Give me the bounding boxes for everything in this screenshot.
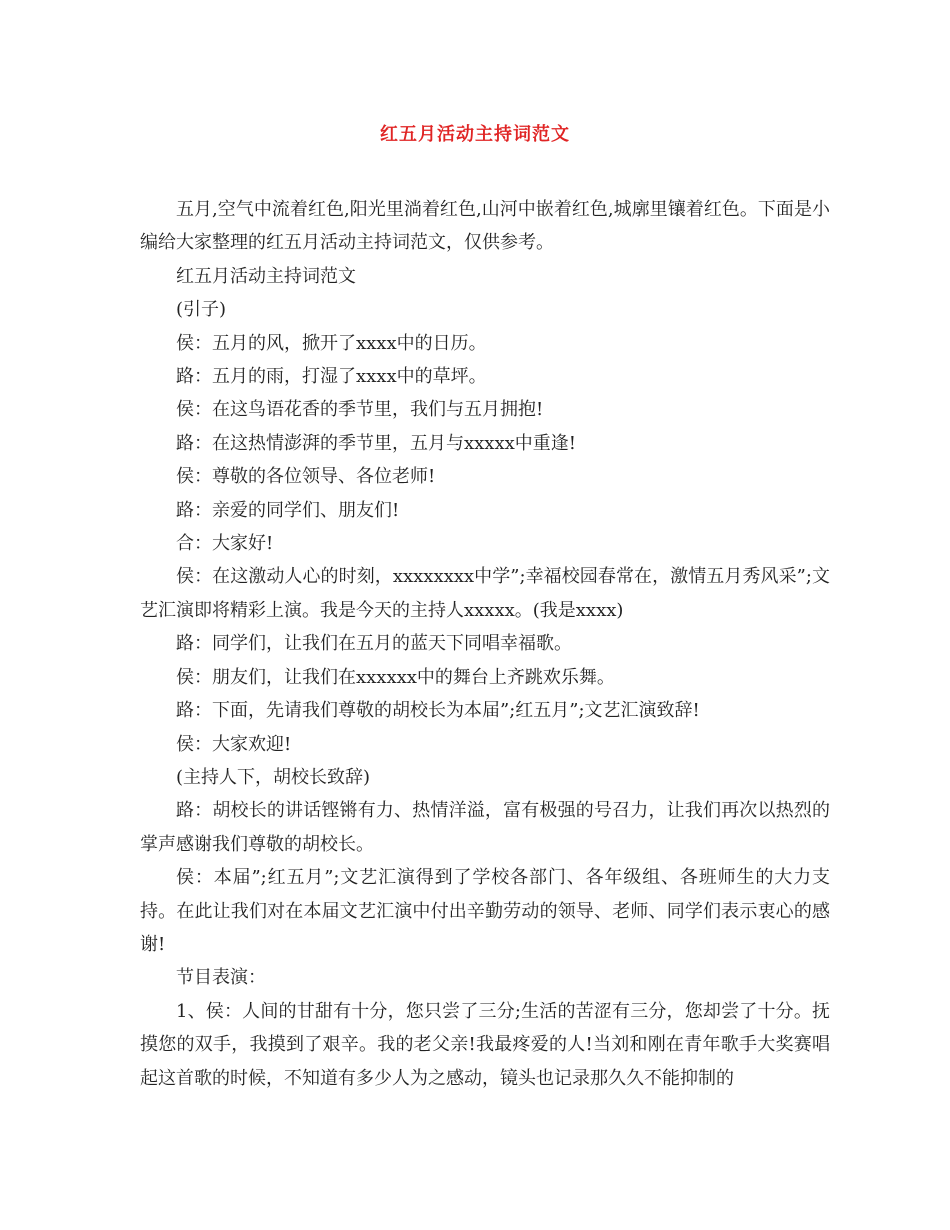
- paragraph: 路：五月的雨，打湿了xxxx中的草坪。: [176, 366, 487, 388]
- paragraph: 路：亲爱的同学们、朋友们!: [176, 499, 400, 521]
- paragraph: 侯：五月的风，掀开了xxxx中的日历。: [176, 332, 487, 354]
- document-body: [140, 193, 830, 1095]
- paragraph: 侯：大家欢迎!: [176, 733, 292, 755]
- paragraph: 路：胡校长的讲话铿锵有力、热情洋溢，富有极强的号召力，让我们再次以热烈的掌声感谢我们尊敬的胡校长。: [140, 800, 830, 855]
- paragraph: 路：下面，先请我们尊敬的胡校长为本届”;红五月”;文艺汇演致辞!: [176, 700, 700, 722]
- paragraph: 合：大家好!: [176, 533, 274, 555]
- paragraph-intro: 五月,空气中流着红色,阳光里淌着红色,山河中嵌着红色,城廓里镶着红色。下面是小编给大家整理的红五月活动主持词范文，仅供参考。: [140, 199, 830, 254]
- paragraph: 侯：在这鸟语花香的季节里，我们与五月拥抱!: [176, 399, 544, 421]
- paragraph-subtitle: 红五月活动主持词范文: [176, 265, 356, 287]
- paragraph: 侯：尊敬的各位领导、各位老师!: [176, 466, 436, 488]
- paragraph: 节目表演：: [176, 967, 266, 989]
- paragraph: (主持人下，胡校长致辞): [176, 766, 371, 788]
- document-title: 红五月活动主持词范文: [380, 124, 570, 145]
- paragraph: 侯：在这激动人心的时刻，xxxxxxxx中学”;幸福校园春常在，激情五月秀风采”;文艺汇演即将精彩上演。我是今天的主持人xxxxx。(我是xxxx): [140, 566, 830, 621]
- paragraph: 路：同学们，让我们在五月的蓝天下同唱幸福歌。: [176, 633, 572, 655]
- paragraph: 路：在这热情澎湃的季节里，五月与xxxxx中重逢!: [176, 432, 576, 454]
- paragraph: 1、侯：人间的甘甜有十分，您只尝了三分;生活的苦涩有三分，您却尝了十分。抚摸您的双手，我摸到了艰辛。我的老父亲!我最疼爱的人!当刘和刚在青年歌手大奖赛唱起这首歌的时候，不知道有多少人为之感动，镜头也记录那久久不能抑制的: [140, 1000, 830, 1089]
- paragraph: 侯：朋友们，让我们在xxxxxx中的舞台上齐跳欢乐舞。: [176, 666, 615, 688]
- paragraph: (引子): [176, 299, 227, 321]
- paragraph: 侯：本届”;红五月”;文艺汇演得到了学校各部门、各年级组、各班师生的大力支持。在此让我们对在本届文艺汇演中付出辛勤劳动的领导、老师、同学们表示衷心的感谢!: [140, 867, 830, 955]
